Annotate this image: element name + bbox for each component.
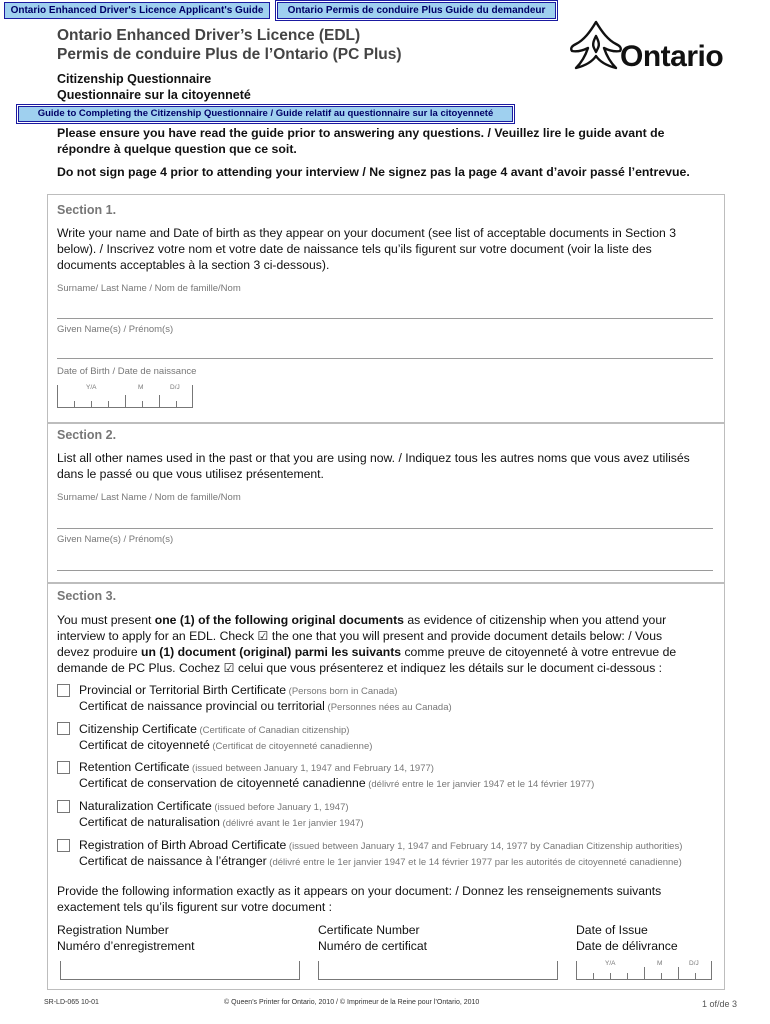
registration-number-label-en: Registration Number <box>57 923 169 937</box>
applicant-guide-en-button[interactable]: Ontario Enhanced Driver's Licence Applicant's Guide <box>4 2 270 19</box>
section-1-text-2: below). / Inscrivez votre nom et votre date de naissance tels qu’ils figurent sur votre document (voir la liste des <box>57 242 652 256</box>
dob-month-label: M <box>138 384 144 391</box>
section-2-surname-label: Surname/ Last Name / Nom de famille/Nom <box>57 492 241 503</box>
section-2-surname-field[interactable] <box>57 528 713 529</box>
option-birth-abroad-certificate-fr: Certificat de naissance à l’étranger (délivré entre le 1er janvier 1947 et le 14 février 1977 par les autorités de citoyenneté canadienne) <box>79 854 682 868</box>
section-1-surname-field[interactable] <box>57 318 713 319</box>
option-naturalization-certificate-fr: Certificat de naturalisation (délivré avant le 1er janvier 1947) <box>79 815 364 829</box>
dob-day-label: D/J <box>170 384 180 391</box>
section-1-given-field[interactable] <box>57 358 713 359</box>
instruction-read-guide-cont: répondre à quelque question que ce soit. <box>57 142 297 156</box>
section-1-given-label: Given Name(s) / Prénom(s) <box>57 324 174 335</box>
title-en: Ontario Enhanced Driver’s Licence (EDL) <box>57 27 361 44</box>
subtitle-en: Citizenship Questionnaire <box>57 72 212 86</box>
checkbox-birth-certificate[interactable] <box>57 684 70 697</box>
copyright-notice: © Queen’s Printer for Ontario, 2010 / © Imprimeur de la Reine pour l’Ontario, 2010 <box>224 999 480 1006</box>
checkbox-birth-abroad-certificate[interactable] <box>57 839 70 852</box>
page-number: 1 of/de 3 <box>702 999 738 1009</box>
option-citizenship-certificate-fr: Certificat de citoyenneté (Certificat de citoyenneté canadienne) <box>79 738 373 752</box>
registration-number-label-fr: Numéro d’enregistrement <box>57 939 195 953</box>
trillium-icon <box>568 18 624 72</box>
instruction-read-guide: Please ensure you have read the guide prior to answering any questions. / Veuillez lire le guide avant de <box>57 126 665 140</box>
applicant-guide-fr-button[interactable]: Ontario Permis de conduire Plus Guide du demandeur <box>277 2 556 19</box>
registration-number-field[interactable] <box>60 961 300 980</box>
section-2-text-1: List all other names used in the past or that you are using now. / Indiquez tous les autres noms que vous avez utilisés <box>57 451 690 465</box>
section-1-dob-label: Date of Birth / Date de naissance <box>57 366 197 377</box>
section-2-given-field[interactable] <box>57 570 713 571</box>
section-1-text-1: Write your name and Date of birth as they appear on your document (see list of acceptable documents in Section 3 <box>57 226 676 240</box>
option-citizenship-certificate-en: Citizenship Certificate (Certificate of Canadian citizenship) <box>79 722 350 736</box>
section-1-surname-label: Surname/ Last Name / Nom de famille/Nom <box>57 283 241 294</box>
certificate-number-label-fr: Numéro de certificat <box>318 939 428 953</box>
section-1-dob-field[interactable] <box>57 385 193 408</box>
certificate-number-label-en: Certificate Number <box>318 923 420 937</box>
completion-guide-button[interactable]: Guide to Completing the Citizenship Questionnaire / Guide relatif au questionnaire sur la citoyenneté <box>18 106 513 122</box>
option-birth-certificate-en: Provincial or Territorial Birth Certificate (Persons born in Canada) <box>79 683 398 697</box>
option-birth-abroad-certificate-en: Registration of Birth Abroad Certificate (issued between January 1, 1947 and February 14, 1977 by Canadian Citizenship authorities) <box>79 838 683 852</box>
checkbox-retention-certificate[interactable] <box>57 761 70 774</box>
section-1-title: Section 1. <box>57 203 117 217</box>
section-3-text-1: You must present one (1) of the following original documents as evidence of citizenship when you attend your <box>57 613 667 627</box>
option-birth-certificate-fr: Certificat de naissance provincial ou territorial (Personnes nées au Canada) <box>79 699 452 713</box>
date-of-issue-field[interactable] <box>576 961 712 980</box>
instruction-do-not-sign: Do not sign page 4 prior to attending your interview / Ne signez pas la page 4 avant d’avoir passé l’entrevue. <box>57 165 690 179</box>
issue-month-label: M <box>657 960 663 967</box>
provide-info-text-2: exactement tels qu’ils figurent sur votre document : <box>57 900 333 914</box>
provide-info-text-1: Provide the following information exactly as it appears on your document: / Donnez les renseignements suivants <box>57 884 662 898</box>
date-of-issue-label-fr: Date de délivrance <box>576 939 678 953</box>
section-1-text-3: documents acceptables à la section 3 ci-dessous). <box>57 258 330 272</box>
option-retention-certificate-en: Retention Certificate (issued between January 1, 1947 and February 14, 1977) <box>79 760 434 774</box>
form-number: SR-LD-065 10-01 <box>44 999 99 1006</box>
section-2-text-2: dans le passé ou que vous utilisez présentement. <box>57 467 324 481</box>
checkbox-naturalization-certificate[interactable] <box>57 800 70 813</box>
ontario-logo <box>568 18 728 76</box>
section-2 <box>47 422 725 584</box>
issue-year-label: Y/A <box>605 960 616 967</box>
dob-year-label: Y/A <box>86 384 97 391</box>
section-3-title: Section 3. <box>57 589 117 603</box>
option-retention-certificate-fr: Certificat de conservation de citoyenneté canadienne (délivré entre le 1er janvier 1947 et le 14 février 1977) <box>79 776 595 790</box>
issue-day-label: D/J <box>689 960 699 967</box>
date-of-issue-label-en: Date of Issue <box>576 923 648 937</box>
logo-wordmark: Ontario <box>620 40 724 73</box>
section-2-title: Section 2. <box>57 428 117 442</box>
certificate-number-field[interactable] <box>318 961 558 980</box>
option-naturalization-certificate-en: Naturalization Certificate (issued before January 1, 1947) <box>79 799 349 813</box>
section-2-given-label: Given Name(s) / Prénom(s) <box>57 534 174 545</box>
section-3-text-3: devez produire un (1) document (original) parmi les suivants comme preuve de citoyenneté à votre entrevue de <box>57 645 677 659</box>
subtitle-fr: Questionnaire sur la citoyenneté <box>57 88 251 102</box>
checkbox-citizenship-certificate[interactable] <box>57 722 70 735</box>
section-3-text-4: demande de PC Plus. Cochez ☑ celui que vous présenterez et indiquez les détails sur le document ci-dessous : <box>57 661 663 675</box>
title-fr: Permis de conduire Plus de l’Ontario (PC Plus) <box>57 46 402 63</box>
section-3-text-2: interview to apply for an EDL. Check ☑ the one that you will present and provide document details below: / Vous <box>57 629 663 643</box>
